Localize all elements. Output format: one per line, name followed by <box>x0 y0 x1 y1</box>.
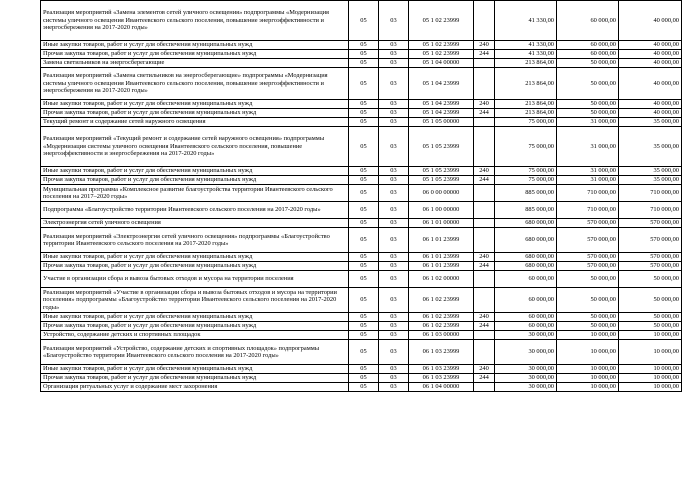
row-subsection: 03 <box>379 59 409 68</box>
row-sum-2017: 75 000,00 <box>495 127 557 167</box>
row-target-article: 05 1 05 23999 <box>409 176 474 185</box>
row-sum-2019: 40 000,00 <box>619 50 682 59</box>
row-sum-2019: 50 000,00 <box>619 313 682 322</box>
table-row <box>41 1 682 41</box>
row-name: Иные закупки товаров, работ и услуг для обеспечения муниципальных нужд <box>41 100 349 109</box>
row-target-article: 06 0 00 00000 <box>409 185 474 202</box>
row-sum-2019: 10 000,00 <box>619 383 682 392</box>
row-subsection: 03 <box>379 167 409 176</box>
row-target-article: 05 1 04 23999 <box>409 109 474 118</box>
row-section: 05 <box>349 59 379 68</box>
row-sum-2019: 40 000,00 <box>619 68 682 100</box>
row-expense-type <box>474 185 495 202</box>
table-row <box>41 127 682 167</box>
row-subsection: 03 <box>379 271 409 288</box>
table-row <box>41 313 682 322</box>
row-sum-2018: 570 000,00 <box>557 219 619 228</box>
row-section: 05 <box>349 41 379 50</box>
row-target-article: 05 1 05 23999 <box>409 167 474 176</box>
row-subsection: 03 <box>379 262 409 271</box>
row-name: Реализация мероприятий «Электроэнергия сетей уличного освещения» подпрограммы «Благоустройство территории Ивантеевского сельского поселения на 2017-2020 годы» <box>41 228 349 253</box>
row-sum-2017: 30 000,00 <box>495 365 557 374</box>
row-expense-type: 244 <box>474 109 495 118</box>
table-row <box>41 365 682 374</box>
row-subsection: 03 <box>379 176 409 185</box>
row-sum-2018: 31 000,00 <box>557 167 619 176</box>
row-section: 05 <box>349 253 379 262</box>
row-sum-2017: 75 000,00 <box>495 118 557 127</box>
row-sum-2019: 50 000,00 <box>619 322 682 331</box>
row-sum-2019: 35 000,00 <box>619 127 682 167</box>
row-name: Участие в организации сбора и вывоза бытовых отходов и мусора на территории поселения <box>41 271 349 288</box>
row-target-article: 06 1 01 23999 <box>409 262 474 271</box>
row-sum-2017: 213 864,00 <box>495 59 557 68</box>
row-name: Организация ритуальных услуг и содержание мест захоронения <box>41 383 349 392</box>
row-name: Иные закупки товаров, работ и услуг для обеспечения муниципальных нужд <box>41 41 349 50</box>
row-target-article: 06 1 01 00000 <box>409 219 474 228</box>
row-name: Прочая закупка товаров, работ и услуг для обеспечения муниципальных нужд <box>41 322 349 331</box>
row-sum-2018: 570 000,00 <box>557 262 619 271</box>
table-row <box>41 322 682 331</box>
table-row <box>41 228 682 253</box>
row-section: 05 <box>349 271 379 288</box>
row-section: 05 <box>349 118 379 127</box>
row-target-article: 05 1 05 23999 <box>409 127 474 167</box>
row-sum-2018: 50 000,00 <box>557 322 619 331</box>
row-expense-type <box>474 331 495 340</box>
row-sum-2018: 10 000,00 <box>557 383 619 392</box>
row-name: Прочая закупка товаров, работ и услуг для обеспечения муниципальных нужд <box>41 50 349 59</box>
row-sum-2019: 35 000,00 <box>619 167 682 176</box>
row-subsection: 03 <box>379 340 409 365</box>
table-row <box>41 271 682 288</box>
row-subsection: 03 <box>379 383 409 392</box>
row-section: 05 <box>349 262 379 271</box>
row-sum-2018: 710 000,00 <box>557 202 619 219</box>
row-name: Иные закупки товаров, работ и услуг для обеспечения муниципальных нужд <box>41 365 349 374</box>
row-section: 05 <box>349 322 379 331</box>
row-sum-2019: 35 000,00 <box>619 118 682 127</box>
row-sum-2018: 50 000,00 <box>557 68 619 100</box>
row-expense-type <box>474 288 495 313</box>
row-expense-type: 240 <box>474 100 495 109</box>
row-target-article: 05 1 05 00000 <box>409 118 474 127</box>
row-sum-2018: 60 000,00 <box>557 1 619 41</box>
row-sum-2017: 60 000,00 <box>495 271 557 288</box>
row-expense-type <box>474 202 495 219</box>
row-sum-2017: 680 000,00 <box>495 253 557 262</box>
row-sum-2018: 60 000,00 <box>557 50 619 59</box>
row-sum-2019: 40 000,00 <box>619 1 682 41</box>
row-subsection: 03 <box>379 68 409 100</box>
row-sum-2019: 710 000,00 <box>619 185 682 202</box>
row-name: Устройство, содержание детских и спортивных площадок <box>41 331 349 340</box>
row-sum-2018: 50 000,00 <box>557 59 619 68</box>
row-subsection: 03 <box>379 202 409 219</box>
row-section: 05 <box>349 176 379 185</box>
row-section: 05 <box>349 313 379 322</box>
row-sum-2019: 570 000,00 <box>619 219 682 228</box>
row-sum-2017: 885 000,00 <box>495 185 557 202</box>
row-section: 05 <box>349 202 379 219</box>
row-sum-2019: 35 000,00 <box>619 176 682 185</box>
row-target-article: 06 1 02 00000 <box>409 271 474 288</box>
row-sum-2019: 10 000,00 <box>619 374 682 383</box>
row-subsection: 03 <box>379 322 409 331</box>
row-name: Прочая закупка товаров, работ и услуг для обеспечения муниципальных нужд <box>41 176 349 185</box>
table-row <box>41 288 682 313</box>
row-name: Прочая закупка товаров, работ и услуг для обеспечения муниципальных нужд <box>41 374 349 383</box>
table-row <box>41 167 682 176</box>
table-row <box>41 262 682 271</box>
row-sum-2018: 31 000,00 <box>557 176 619 185</box>
row-expense-type <box>474 118 495 127</box>
row-target-article: 06 1 02 23999 <box>409 288 474 313</box>
row-name: Муниципальная программа «Комплексное развитие благоустройства территории Ивантеевского сельского поселения на 2017–2020 годы» <box>41 185 349 202</box>
row-subsection: 03 <box>379 219 409 228</box>
row-section: 05 <box>349 365 379 374</box>
row-subsection: 03 <box>379 313 409 322</box>
row-name: Реализация мероприятий «Устройство, содержание детских и спортивных площадок» подпрограммы «Благоустройство территории Ивантеевского сельского поселения на 2017-2020 годы» <box>41 340 349 365</box>
row-expense-type <box>474 127 495 167</box>
table-row <box>41 100 682 109</box>
row-subsection: 03 <box>379 365 409 374</box>
row-subsection: 03 <box>379 331 409 340</box>
row-target-article: 05 1 04 23999 <box>409 68 474 100</box>
table-row <box>41 219 682 228</box>
row-sum-2019: 710 000,00 <box>619 202 682 219</box>
row-name: Реализация мероприятий «Замена светильников на энергосберегающие» подпрограммы «Модернизация системы уличного освещения Ивантеевского сельского поселения, повышение энергоэффективности и энергосбережения на 2017-2020 годы» <box>41 68 349 100</box>
row-name: Иные закупки товаров, работ и услуг для обеспечения муниципальных нужд <box>41 253 349 262</box>
row-sum-2017: 30 000,00 <box>495 383 557 392</box>
row-sum-2019: 40 000,00 <box>619 41 682 50</box>
row-sum-2018: 10 000,00 <box>557 374 619 383</box>
row-section: 05 <box>349 109 379 118</box>
row-name: Иные закупки товаров, работ и услуг для обеспечения муниципальных нужд <box>41 167 349 176</box>
row-target-article: 05 1 02 23999 <box>409 41 474 50</box>
row-name: Реализация мероприятий «Участие в организации сбора и вывоза бытовых отходов и мусора на территории поселения» подпрограммы «Благоустройство территории Ивантеевского сельского поселения на 2017-2020 годы» <box>41 288 349 313</box>
table-row <box>41 50 682 59</box>
row-expense-type: 244 <box>474 374 495 383</box>
row-sum-2018: 570 000,00 <box>557 228 619 253</box>
row-subsection: 03 <box>379 288 409 313</box>
row-name: Текущий ремонт и содержание сетей наружного освещения <box>41 118 349 127</box>
row-sum-2018: 50 000,00 <box>557 109 619 118</box>
row-section: 05 <box>349 228 379 253</box>
row-sum-2017: 75 000,00 <box>495 176 557 185</box>
table-row <box>41 331 682 340</box>
row-section: 05 <box>349 100 379 109</box>
row-subsection: 03 <box>379 228 409 253</box>
row-name: Замена светильников на энергосберегающие <box>41 59 349 68</box>
row-target-article: 06 1 02 23999 <box>409 313 474 322</box>
row-subsection: 03 <box>379 1 409 41</box>
row-section: 05 <box>349 374 379 383</box>
row-sum-2018: 50 000,00 <box>557 288 619 313</box>
row-expense-type: 244 <box>474 176 495 185</box>
row-sum-2019: 50 000,00 <box>619 271 682 288</box>
row-sum-2017: 30 000,00 <box>495 374 557 383</box>
row-sum-2019: 40 000,00 <box>619 100 682 109</box>
row-name: Прочая закупка товаров, работ и услуг для обеспечения муниципальных нужд <box>41 109 349 118</box>
row-sum-2017: 41 330,00 <box>495 1 557 41</box>
row-sum-2017: 213 864,00 <box>495 109 557 118</box>
row-expense-type <box>474 1 495 41</box>
row-sum-2017: 885 000,00 <box>495 202 557 219</box>
row-sum-2019: 570 000,00 <box>619 253 682 262</box>
row-section: 05 <box>349 331 379 340</box>
row-sum-2017: 680 000,00 <box>495 219 557 228</box>
row-sum-2019: 40 000,00 <box>619 59 682 68</box>
row-sum-2019: 10 000,00 <box>619 331 682 340</box>
row-subsection: 03 <box>379 109 409 118</box>
row-sum-2018: 710 000,00 <box>557 185 619 202</box>
row-expense-type: 240 <box>474 313 495 322</box>
row-section: 05 <box>349 68 379 100</box>
row-subsection: 03 <box>379 185 409 202</box>
row-sum-2017: 213 864,00 <box>495 68 557 100</box>
row-subsection: 03 <box>379 374 409 383</box>
row-sum-2017: 60 000,00 <box>495 322 557 331</box>
row-sum-2017: 60 000,00 <box>495 313 557 322</box>
row-target-article: 06 1 03 23999 <box>409 340 474 365</box>
row-name: Реализация мероприятий «Текущий ремонт и содержание сетей наружного освещения» подпрограммы «Модернизация системы уличного освещения Ивантеевского сельского поселения, повышение энергоэффективности и энергосбережения на 2017-2020 годы» <box>41 127 349 167</box>
row-section: 05 <box>349 50 379 59</box>
row-name: Прочая закупка товаров, работ и услуг для обеспечения муниципальных нужд <box>41 262 349 271</box>
table-row <box>41 383 682 392</box>
row-subsection: 03 <box>379 118 409 127</box>
row-sum-2019: 50 000,00 <box>619 288 682 313</box>
budget-table <box>40 0 682 392</box>
row-section: 05 <box>349 127 379 167</box>
row-name: Электроэнергия сетей уличного освещения <box>41 219 349 228</box>
table-row <box>41 109 682 118</box>
row-expense-type <box>474 68 495 100</box>
row-expense-type: 240 <box>474 253 495 262</box>
row-sum-2019: 570 000,00 <box>619 228 682 253</box>
row-sum-2019: 40 000,00 <box>619 109 682 118</box>
row-expense-type <box>474 340 495 365</box>
row-sum-2017: 30 000,00 <box>495 331 557 340</box>
row-sum-2017: 41 330,00 <box>495 41 557 50</box>
row-target-article: 06 1 00 00000 <box>409 202 474 219</box>
budget-table-page <box>40 0 681 392</box>
row-section: 05 <box>349 185 379 202</box>
row-sum-2018: 10 000,00 <box>557 365 619 374</box>
row-sum-2017: 213 864,00 <box>495 100 557 109</box>
row-sum-2018: 31 000,00 <box>557 127 619 167</box>
table-row <box>41 68 682 100</box>
row-target-article: 05 1 04 23999 <box>409 100 474 109</box>
row-sum-2018: 31 000,00 <box>557 118 619 127</box>
row-sum-2017: 30 000,00 <box>495 340 557 365</box>
row-section: 05 <box>349 288 379 313</box>
row-sum-2018: 50 000,00 <box>557 271 619 288</box>
row-sum-2017: 41 330,00 <box>495 50 557 59</box>
row-expense-type <box>474 228 495 253</box>
row-expense-type: 240 <box>474 41 495 50</box>
row-name: Подпрограмма «Благоустройство территории Ивантеевского сельского поселения на 2017-2020 годы» <box>41 202 349 219</box>
row-expense-type <box>474 59 495 68</box>
table-row <box>41 185 682 202</box>
table-row <box>41 118 682 127</box>
row-sum-2017: 60 000,00 <box>495 288 557 313</box>
row-target-article: 06 1 03 00000 <box>409 331 474 340</box>
row-subsection: 03 <box>379 100 409 109</box>
table-row <box>41 41 682 50</box>
row-sum-2018: 60 000,00 <box>557 41 619 50</box>
row-section: 05 <box>349 167 379 176</box>
row-subsection: 03 <box>379 50 409 59</box>
row-expense-type: 240 <box>474 365 495 374</box>
row-target-article: 05 1 04 00000 <box>409 59 474 68</box>
row-target-article: 06 1 01 23999 <box>409 253 474 262</box>
row-target-article: 06 1 01 23999 <box>409 228 474 253</box>
row-sum-2018: 570 000,00 <box>557 253 619 262</box>
row-sum-2018: 50 000,00 <box>557 100 619 109</box>
row-target-article: 05 1 02 23999 <box>409 1 474 41</box>
row-sum-2017: 680 000,00 <box>495 262 557 271</box>
row-sum-2019: 10 000,00 <box>619 365 682 374</box>
row-target-article: 06 1 02 23999 <box>409 322 474 331</box>
row-target-article: 06 1 03 23999 <box>409 374 474 383</box>
row-sum-2018: 10 000,00 <box>557 331 619 340</box>
row-name: Реализация мероприятий «Замена элементов сетей уличного освещения» подпрограммы «Модернизация системы уличного освещения Ивантеевского сельского поселения, повышение энергоэффективности и энергосбережения на 2017-2020 годы» <box>41 1 349 41</box>
row-sum-2018: 50 000,00 <box>557 313 619 322</box>
row-target-article: 05 1 02 23999 <box>409 50 474 59</box>
row-sum-2019: 570 000,00 <box>619 262 682 271</box>
table-row <box>41 59 682 68</box>
row-sum-2018: 10 000,00 <box>557 340 619 365</box>
table-row <box>41 202 682 219</box>
row-subsection: 03 <box>379 127 409 167</box>
row-expense-type: 244 <box>474 262 495 271</box>
row-sum-2017: 680 000,00 <box>495 228 557 253</box>
row-subsection: 03 <box>379 253 409 262</box>
row-section: 05 <box>349 340 379 365</box>
row-target-article: 06 1 03 23999 <box>409 365 474 374</box>
row-section: 05 <box>349 1 379 41</box>
row-expense-type: 244 <box>474 50 495 59</box>
row-subsection: 03 <box>379 41 409 50</box>
row-expense-type <box>474 271 495 288</box>
row-sum-2017: 75 000,00 <box>495 167 557 176</box>
row-expense-type: 240 <box>474 167 495 176</box>
row-expense-type <box>474 383 495 392</box>
row-expense-type: 244 <box>474 322 495 331</box>
table-row <box>41 176 682 185</box>
row-section: 05 <box>349 383 379 392</box>
row-section: 05 <box>349 219 379 228</box>
table-row <box>41 340 682 365</box>
row-target-article: 06 1 04 00000 <box>409 383 474 392</box>
table-row <box>41 253 682 262</box>
row-expense-type <box>474 219 495 228</box>
table-row <box>41 374 682 383</box>
row-name: Иные закупки товаров, работ и услуг для обеспечения муниципальных нужд <box>41 313 349 322</box>
table-body <box>41 1 682 392</box>
row-sum-2019: 10 000,00 <box>619 340 682 365</box>
